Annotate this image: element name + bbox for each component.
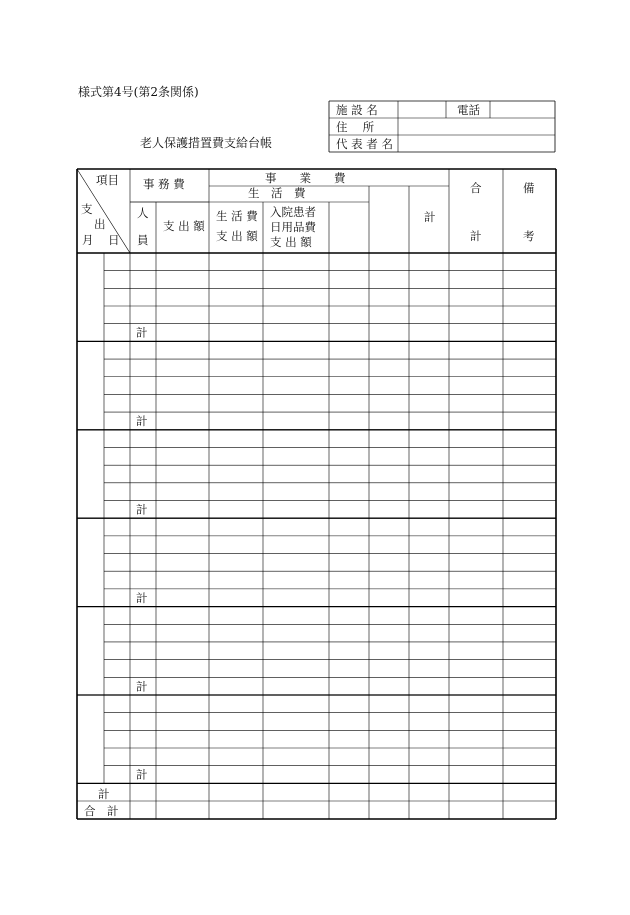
header-living-cost: 生 活 費 <box>216 209 258 223</box>
header-living-cost-2: 支 出 額 <box>216 229 258 243</box>
header-remarks-2: 考 <box>523 229 535 243</box>
header-inpatient: 入院患者 <box>270 205 316 219</box>
phone-label: 電話 <box>457 103 480 117</box>
block-subtotal-label: 計 <box>136 502 148 517</box>
header-remarks: 備 <box>523 181 535 195</box>
footer-grand-total-label: 合 計 <box>84 804 119 818</box>
footer-sum-label: 計 <box>98 787 110 801</box>
block-subtotal-label: 計 <box>136 767 148 782</box>
header-subtotal: 計 <box>424 210 436 224</box>
header-inpatient-2: 日用品費 <box>270 220 316 234</box>
representative-label: 代 表 者 名 <box>336 137 393 151</box>
block-subtotal-label: 計 <box>136 325 148 340</box>
header-living-expense: 生 活 費 <box>248 186 306 200</box>
block-subtotal-label: 計 <box>136 414 148 429</box>
header-disbursement: 支 <box>81 202 93 216</box>
form-number: 様式第4号(第2条関係) <box>78 85 199 99</box>
header-month: 月 <box>82 233 94 247</box>
header-total-2: 計 <box>470 229 482 243</box>
header-disbursement-2: 出 <box>94 217 106 231</box>
block-subtotal-label: 計 <box>136 679 148 694</box>
header-project-expense: 事 業 費 <box>265 171 346 185</box>
form-title: 老人保護措置費支給台帳 <box>140 136 273 150</box>
header-total: 合 <box>470 181 482 195</box>
header-office-expense: 事 務 費 <box>143 177 185 191</box>
header-people-2: 員 <box>137 233 149 247</box>
facility-name-label: 施 設 名 <box>336 103 378 117</box>
block-subtotal-label: 計 <box>136 590 148 605</box>
header-people: 人 <box>137 206 149 220</box>
header-day: 日 <box>108 233 120 247</box>
address-label: 住 所 <box>336 120 375 134</box>
header-amount-paid: 支 出 額 <box>163 219 205 233</box>
header-inpatient-3: 支 出 額 <box>270 235 312 249</box>
header-item: 項目 <box>96 173 119 187</box>
